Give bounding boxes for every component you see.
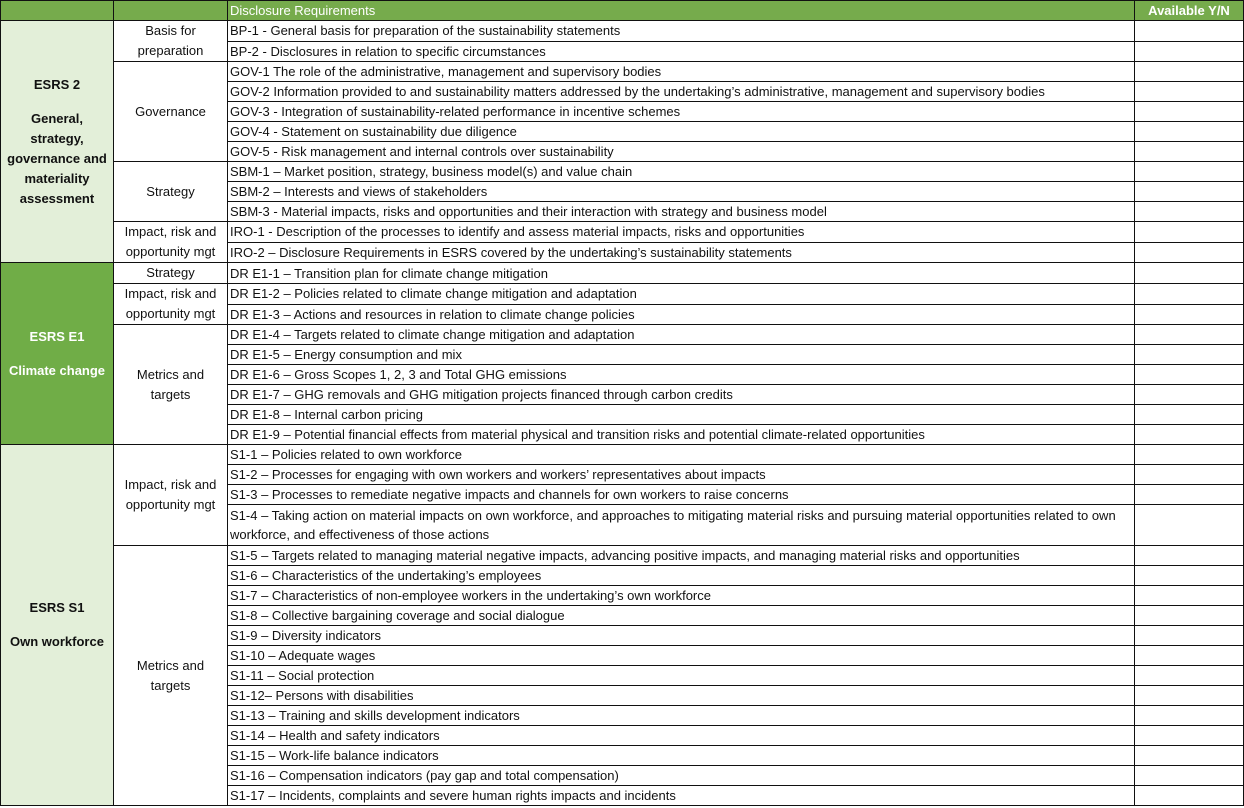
section-title-cell [1,445,114,806]
available-yn-cell[interactable] [1135,445,1244,465]
disclosure-item: S1-14 – Health and safety indicators [228,726,1135,746]
available-yn-cell[interactable] [1135,102,1244,122]
table-row [1,263,1244,284]
available-yn-cell[interactable] [1135,405,1244,425]
available-yn-cell[interactable] [1135,786,1244,806]
available-yn-cell[interactable] [1135,263,1244,284]
group-label: Impact, risk and opportunity mgt [114,284,228,325]
disclosure-item: DR E1-8 – Internal carbon pricing [228,405,1135,425]
available-yn-cell[interactable] [1135,82,1244,102]
group-label: Metrics and targets [114,546,228,806]
available-yn-cell[interactable] [1135,666,1244,686]
disclosure-item: BP-1 - General basis for preparation of the sustainability statements [228,21,1135,42]
disclosure-item: S1-11 – Social protection [228,666,1135,686]
group-label: Governance [114,62,228,162]
table-row [1,62,1244,82]
disclosure-item: SBM-1 – Market position, strategy, business model(s) and value chain [228,162,1135,182]
disclosure-item: DR E1-2 – Policies related to climate change mitigation and adaptation [228,284,1135,305]
available-yn-cell[interactable] [1135,222,1244,243]
available-yn-cell[interactable] [1135,766,1244,786]
table-row [1,222,1244,243]
disclosure-item: SBM-2 – Interests and views of stakeholders [228,182,1135,202]
available-yn-cell[interactable] [1135,122,1244,142]
available-yn-cell[interactable] [1135,626,1244,646]
disclosure-item: DR E1-3 – Actions and resources in relation to climate change policies [228,304,1135,325]
section-code: ESRS 2 [33,76,81,92]
header-disclosure-requirements: Disclosure Requirements [228,1,1135,21]
section-name: Own workforce [10,634,104,649]
disclosure-item: S1-8 – Collective bargaining coverage and social dialogue [228,606,1135,626]
disclosure-item: SBM-3 - Material impacts, risks and opportunities and their interaction with strategy and business model [228,202,1135,222]
available-yn-cell[interactable] [1135,425,1244,445]
disclosure-item: S1-4 – Taking action on material impacts on own workforce, and approaches to mitigating material risks and pursuing material opportunities related to own workforce, and effectiveness of those actions [228,505,1135,546]
available-yn-cell[interactable] [1135,21,1244,42]
disclosure-item: S1-3 – Processes to remediate negative impacts and channels for own workers to raise concerns [228,485,1135,505]
disclosure-item: GOV-2 Information provided to and sustainability matters addressed by the undertaking’s administrative, management and supervisory bodies [228,82,1135,102]
available-yn-cell[interactable] [1135,242,1244,263]
disclosure-item: IRO-1 - Description of the processes to identify and assess material impacts, risks and opportunities [228,222,1135,243]
disclosure-item: S1-13 – Training and skills development indicators [228,706,1135,726]
section-name: Climate change [8,362,106,378]
section-title-cell [1,263,114,445]
available-yn-cell[interactable] [1135,182,1244,202]
disclosure-item: S1-7 – Characteristics of non-employee workers in the undertaking’s own workforce [228,586,1135,606]
table-row [1,325,1244,345]
disclosure-item: GOV-3 - Integration of sustainability-related performance in incentive schemes [228,102,1135,122]
disclosure-item: S1-15 – Work-life balance indicators [228,746,1135,766]
available-yn-cell[interactable] [1135,325,1244,345]
disclosure-item: S1-10 – Adequate wages [228,646,1135,666]
section-code: ESRS S1 [29,600,85,615]
available-yn-cell[interactable] [1135,606,1244,626]
disclosure-item: S1-2 – Processes for engaging with own workers and workers’ representatives about impacts [228,465,1135,485]
disclosure-item: DR E1-9 – Potential financial effects from material physical and transition risks and potential climate-related opportunities [228,425,1135,445]
group-label: Metrics and targets [114,325,228,445]
available-yn-cell[interactable] [1135,586,1244,606]
available-yn-cell[interactable] [1135,646,1244,666]
available-yn-cell[interactable] [1135,284,1244,305]
disclosure-item: S1-16 – Compensation indicators (pay gap and total compensation) [228,766,1135,786]
available-yn-cell[interactable] [1135,465,1244,485]
section-title-cell [1,21,114,263]
available-yn-cell[interactable] [1135,385,1244,405]
group-label: Basis for preparation [114,21,228,62]
available-yn-cell[interactable] [1135,505,1244,546]
disclosure-item: DR E1-4 – Targets related to climate change mitigation and adaptation [228,325,1135,345]
header-row [1,1,1244,21]
available-yn-cell[interactable] [1135,202,1244,222]
available-yn-cell[interactable] [1135,706,1244,726]
available-yn-cell[interactable] [1135,566,1244,586]
available-yn-cell[interactable] [1135,62,1244,82]
disclosure-item: DR E1-1 – Transition plan for climate change mitigation [228,263,1135,284]
group-label: Strategy [114,162,228,222]
disclosure-item: S1-6 – Characteristics of the undertaking’s employees [228,566,1135,586]
group-label: Impact, risk and opportunity mgt [114,445,228,546]
available-yn-cell[interactable] [1135,365,1244,385]
disclosure-item: BP-2 - Disclosures in relation to specific circumstances [228,41,1135,62]
disclosure-item: S1-12– Persons with disabilities [228,686,1135,706]
table-row [1,162,1244,182]
section-code: ESRS E1 [29,328,85,344]
group-label: Impact, risk and opportunity mgt [114,222,228,263]
header-cell-section [1,1,114,21]
disclosure-item: DR E1-6 – Gross Scopes 1, 2, 3 and Total GHG emissions [228,365,1135,385]
available-yn-cell[interactable] [1135,41,1244,62]
group-label: Strategy [114,263,228,284]
disclosure-item: S1-9 – Diversity indicators [228,626,1135,646]
header-cell-group [114,1,228,21]
disclosure-item: S1-1 – Policies related to own workforce [228,445,1135,465]
available-yn-cell[interactable] [1135,686,1244,706]
available-yn-cell[interactable] [1135,345,1244,365]
available-yn-cell[interactable] [1135,304,1244,325]
disclosure-item: GOV-5 - Risk management and internal controls over sustainability [228,142,1135,162]
disclosure-item: DR E1-7 – GHG removals and GHG mitigation projects financed through carbon credits [228,385,1135,405]
table-row [1,546,1244,566]
table-row [1,21,1244,42]
available-yn-cell[interactable] [1135,546,1244,566]
header-available-yn: Available Y/N [1135,1,1244,21]
disclosure-item: IRO-2 – Disclosure Requirements in ESRS covered by the undertaking’s sustainability statements [228,242,1135,263]
disclosure-item: DR E1-5 – Energy consumption and mix [228,345,1135,365]
disclosure-item: GOV-4 - Statement on sustainability due diligence [228,122,1135,142]
available-yn-cell[interactable] [1135,162,1244,182]
table-row [1,445,1244,465]
available-yn-cell[interactable] [1135,142,1244,162]
disclosure-item: S1-17 – Incidents, complaints and severe human rights impacts and incidents [228,786,1135,806]
disclosure-item: S1-5 – Targets related to managing material negative impacts, advancing positive impacts, and managing material risks and opportunities [228,546,1135,566]
available-yn-cell[interactable] [1135,746,1244,766]
disclosure-item: GOV-1 The role of the administrative, management and supervisory bodies [228,62,1135,82]
table-row [1,284,1244,305]
available-yn-cell[interactable] [1135,485,1244,505]
section-name: General, strategy, governance and materiality assessment [7,110,107,206]
available-yn-cell[interactable] [1135,726,1244,746]
